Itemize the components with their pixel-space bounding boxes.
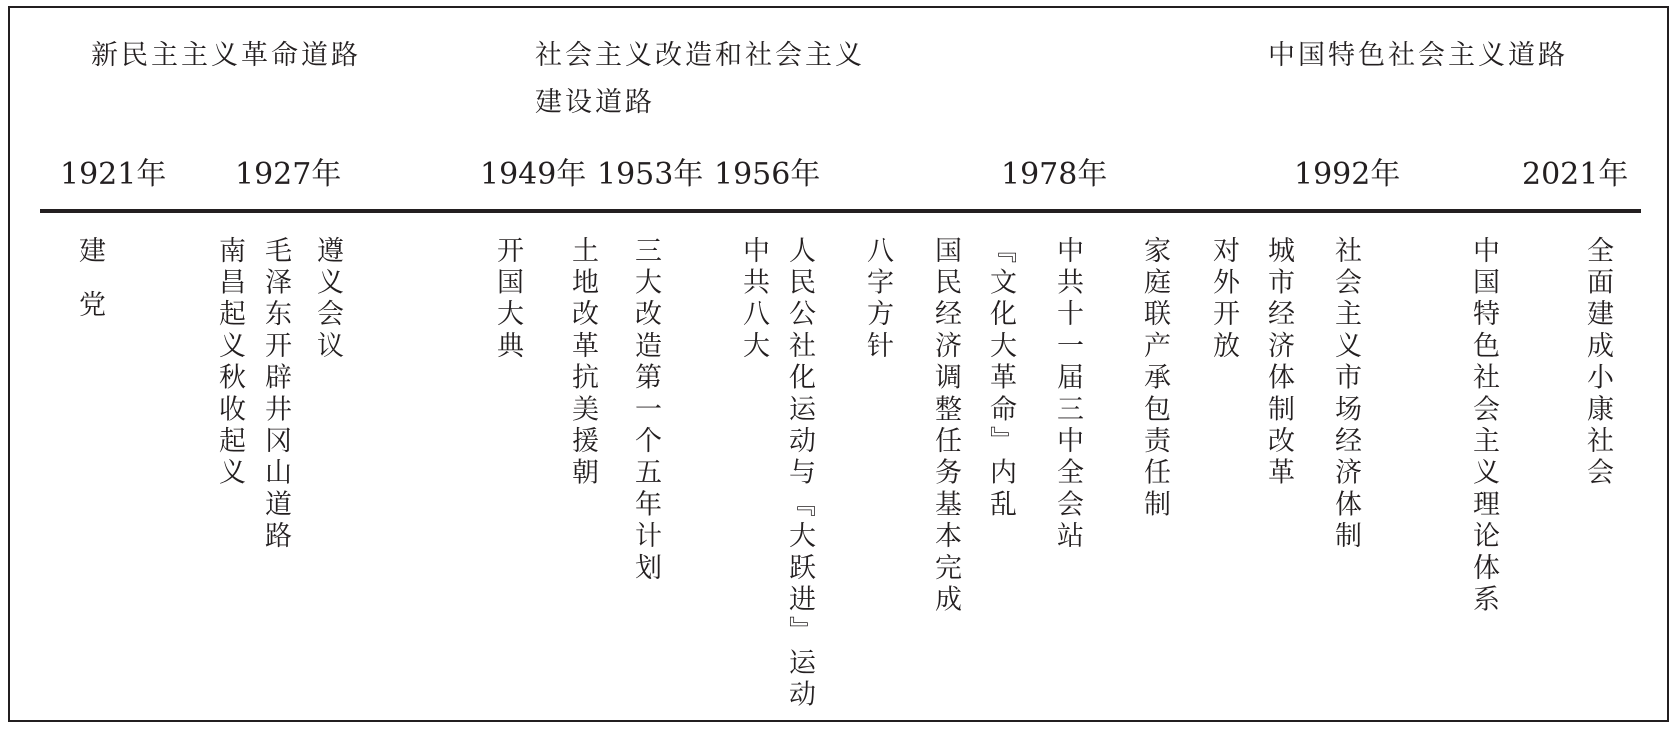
event-eighth-national-congress: 中共八大: [738, 236, 769, 363]
phase-socialism-chinese-characteristics: 中国特色社会主义道路: [1268, 40, 1568, 71]
event-third-plenary-session: 中共十一届三中全会站: [1052, 236, 1083, 553]
year-1949: 1949年: [480, 157, 587, 192]
event-nanchang-autumn-harvest-uprisings: 南昌起义秋收起义: [214, 236, 245, 490]
year-1992: 1992年: [1294, 157, 1401, 192]
phase-socialist-transformation-construction: 社会主义改造和社会主义建设道路: [535, 40, 865, 118]
event-zunyi-conference: 遵义会议: [312, 236, 343, 363]
event-moderately-prosperous-society: 全面建成小康社会: [1582, 236, 1613, 490]
event-founding-ceremony: 开国大典: [492, 236, 523, 363]
timeline-axis: [40, 209, 1641, 213]
phase-new-democratic-revolution: 新民主主义革命道路: [91, 40, 361, 71]
event-urban-economic-reform: 城市经济体制改革: [1263, 236, 1294, 490]
event-eight-character-policy: 八字方针: [862, 236, 893, 363]
event-party-founding: 建 党: [74, 236, 105, 317]
event-socialism-chinese-characteristics-theory: 中国特色社会主义理论体系: [1468, 236, 1499, 617]
event-economic-adjustment-completed: 国民经济调整任务基本完成: [930, 236, 961, 617]
year-1978: 1978年: [1001, 157, 1108, 192]
event-peoples-communes-great-leap: 人民公社化运动与『大跃进』运动: [784, 236, 815, 712]
year-1921: 1921年: [60, 157, 167, 192]
year-2021: 2021年: [1522, 157, 1629, 192]
year-1927: 1927年: [235, 157, 342, 192]
year-1953: 1953年: [597, 157, 704, 192]
year-1956: 1956年: [714, 157, 821, 192]
event-opening-up: 对外开放: [1208, 236, 1239, 363]
event-land-reform-korean-war: 土地改革抗美援朝: [567, 236, 598, 490]
event-household-responsibility-system: 家庭联产承包责任制: [1139, 236, 1170, 522]
event-cultural-revolution: 『文化大革命』内乱: [985, 236, 1016, 522]
event-jinggangshan-road: 毛泽东开辟井冈山道路: [260, 236, 291, 553]
event-three-transformations-five-year-plan: 三大改造第一个五年计划: [630, 236, 661, 585]
event-socialist-market-economy: 社会主义市场经济体制: [1330, 236, 1361, 553]
